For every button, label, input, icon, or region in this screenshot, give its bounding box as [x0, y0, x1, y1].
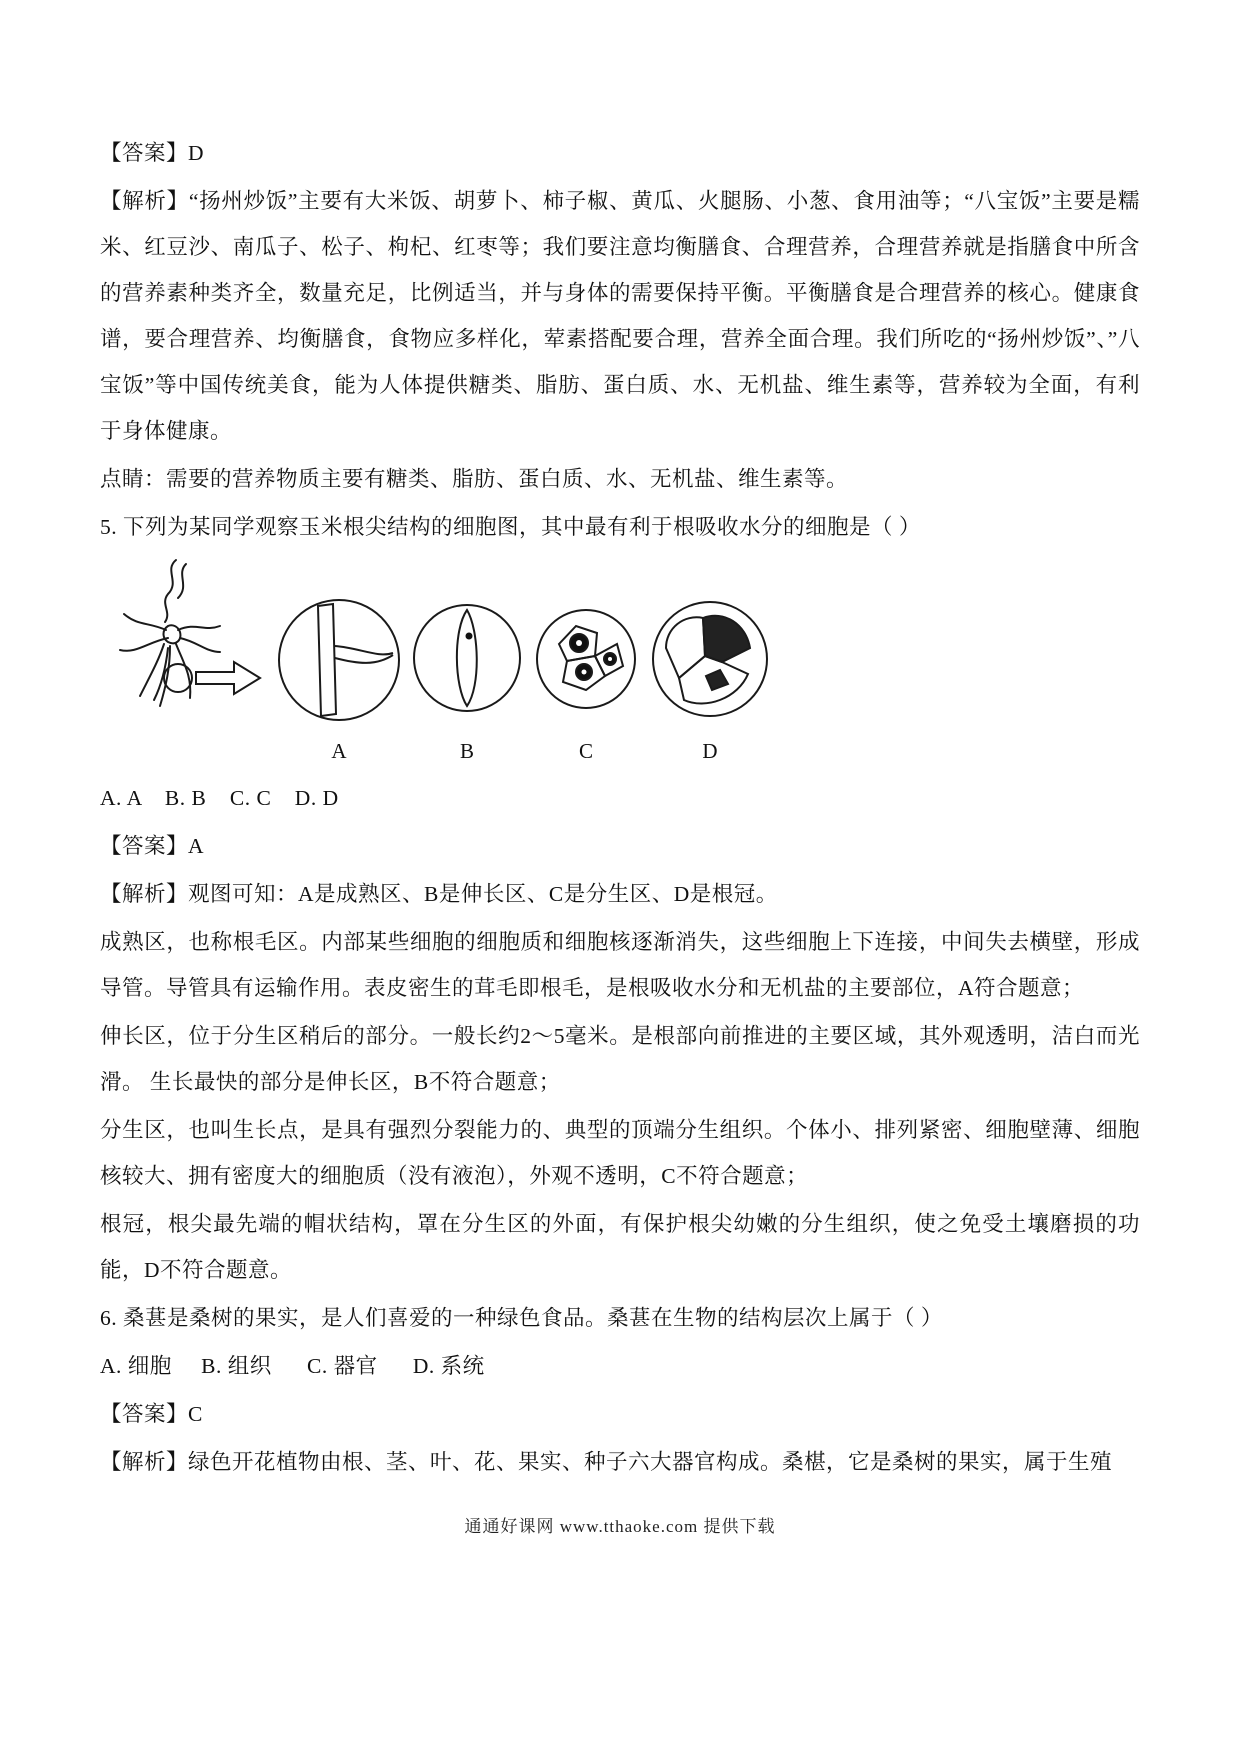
q5-analysis-intro: 【解析】观图可知：A是成熟区、B是伸长区、C是分生区、D是根冠。	[100, 882, 778, 906]
q5-analysis-mature-zone: 成熟区，也称根毛区。内部某些细胞的细胞质和细胞核逐渐消失，这些细胞上下连接，中间失去横壁，形成导管。导管具有运输作用。表皮密生的茸毛即根毛，是根吸收水分和无机盐的主要部位，A符合题意；	[100, 930, 1140, 1000]
q4-analysis: 【解析】“扬州炒饭”主要有大米饭、胡萝卜、柿子椒、黄瓜、火腿肠、小葱、食用油等；“八宝饭”主要是糯米、红豆沙、南瓜子、松子、枸杞、红枣等；我们要注意均衡膳食、合理营养，合理营养就是指膳食中所含的营养素种类齐全，数量充足，比例适当，并与身体的需要保持平衡。平衡膳食是合理营养的核心。健康食谱，要合理营养、均衡膳食，食物应多样化，荤素搭配要合理，营养全面合理。我们所吃的“扬州炒饭”、”八宝饭”等中国传统美食，能为人体提供糖类、脂肪、蛋白质、水、无机盐、维生素等，营养较为全面，有利于身体健康。	[100, 189, 1140, 443]
q5-options: A. A B. B C. C D. D	[100, 786, 339, 810]
q4-tip: 点睛：需要的营养物质主要有糖类、脂肪、蛋白质、水、无机盐、维生素等。	[100, 467, 849, 491]
q6-stem: 6. 桑葚是桑树的果实，是人们喜爱的一种绿色食品。桑葚在生物的结构层次上属于（ ）	[100, 1306, 943, 1330]
q5-answer: 【答案】A	[100, 834, 205, 858]
q5-analysis-root-cap: 根冠，根尖最先端的帽状结构，罩在分生区的外面，有保护根尖幼嫩的分生组织，使之免受土壤磨损的功能，D不符合题意。	[100, 1212, 1140, 1282]
document-page	[100, 128, 1140, 1487]
q4-answer: 【答案】D	[100, 141, 205, 165]
cell-d	[653, 602, 767, 716]
q6-analysis: 【解析】绿色开花植物由根、茎、叶、花、果实、种子六大器官构成。桑椹，它是桑树的果实，属于生殖	[100, 1450, 1113, 1474]
root-tip-figure	[102, 556, 792, 773]
highlight-circle	[164, 664, 192, 692]
page-footer: 通通好课网 www.tthaoke.com 提供下载	[464, 1517, 776, 1536]
figure-label-a: A	[331, 739, 347, 763]
figure-label-c: C	[578, 739, 594, 763]
figure-label-b: B	[459, 739, 475, 763]
q6-answer: 【答案】C	[100, 1402, 203, 1426]
root-tip-cells-illustration	[102, 556, 792, 768]
arrow-icon	[196, 662, 260, 694]
q5-stem: 5. 下列为某同学观察玉米根尖结构的细胞图，其中最有利于根吸收水分的细胞是（ ）	[100, 515, 921, 539]
cell-c	[537, 610, 635, 708]
q5-analysis-elongation-zone: 伸长区，位于分生区稍后的部分。一般长约2～5毫米。是根部向前推进的主要区域，其外观透明，洁白而光滑。 生长最快的部分是伸长区，B不符合题意；	[100, 1024, 1140, 1094]
q5-analysis-meristem-zone: 分生区，也叫生长点，是具有强烈分裂能力的、典型的顶端分生组织。个体小、排列紧密、细胞壁薄、细胞核较大、拥有密度大的细胞质（没有液泡），外观不透明，C不符合题意；	[100, 1118, 1140, 1188]
figure-label-d: D	[702, 739, 718, 763]
q6-options: A. 细胞 B. 组织 C. 器官 D. 系统	[100, 1354, 485, 1378]
cell-b	[414, 605, 520, 711]
cell-a	[279, 600, 399, 720]
